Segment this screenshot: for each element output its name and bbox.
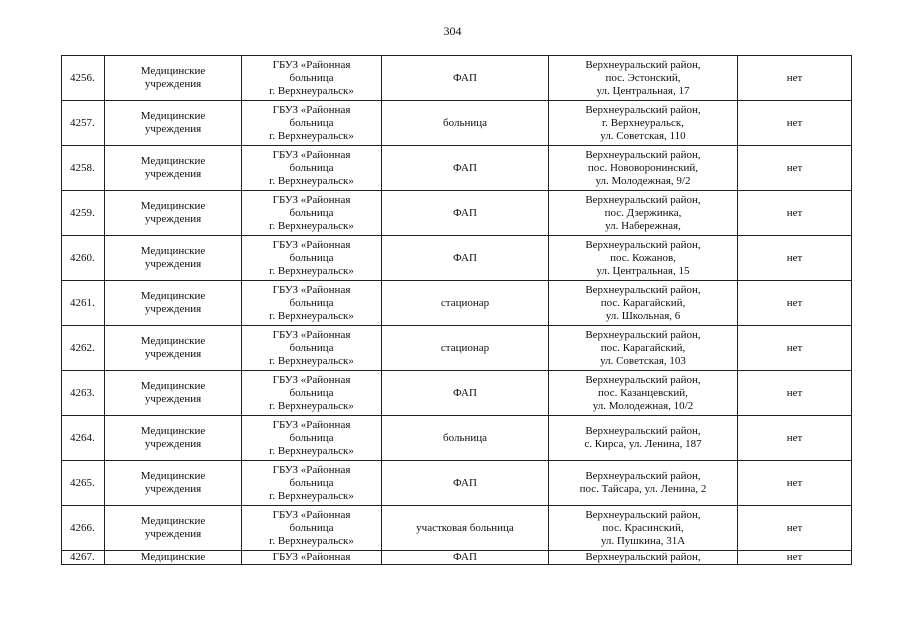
facility-type-cell: ФАП [382, 371, 549, 416]
category-line: Медицинские [140, 335, 206, 347]
organization-cell [242, 506, 382, 551]
address-line: ул. Советская, 103 [600, 354, 686, 367]
organization-line: больница [289, 116, 334, 129]
row-number: 4265. [62, 461, 105, 506]
address-cell [549, 506, 738, 551]
category-line: учреждения [144, 303, 202, 315]
organization-line: ГБУЗ «Районная [272, 463, 351, 476]
organization-line: больница [289, 431, 334, 444]
address-line: пос. Эстонский, [605, 71, 681, 84]
organization-line: больница [289, 296, 334, 309]
flag-cell: нет [738, 461, 852, 506]
flag-cell: нет [738, 371, 852, 416]
category-line: учреждения [144, 213, 202, 225]
flag-cell: нет [738, 236, 852, 281]
organization-line: ГБУЗ «Районная [272, 551, 351, 563]
table-row [62, 101, 852, 146]
table-row [62, 236, 852, 281]
facilities-table [61, 55, 852, 565]
organization-cell [242, 461, 382, 506]
address-line: пос. Тайсара, ул. Ленина, 2 [579, 483, 707, 495]
flag-cell: нет [738, 416, 852, 461]
organization-line: больница [289, 161, 334, 174]
organization-line: ГБУЗ «Районная [272, 193, 351, 206]
address-cell [549, 191, 738, 236]
organization-line: г. Верхнеуральск» [269, 84, 354, 97]
organization-line: ГБУЗ «Районная [272, 418, 351, 431]
category-line: Медицинские [140, 200, 206, 212]
category-line: Медицинские [140, 155, 206, 167]
organization-line: ГБУЗ «Районная [272, 148, 351, 161]
table-row [62, 461, 852, 506]
address-line: ул. Молодежная, 10/2 [592, 399, 694, 412]
facility-type-cell: участковая больница [382, 506, 549, 551]
table-row [62, 551, 852, 565]
facility-type-cell: ФАП [382, 56, 549, 101]
organization-line: ГБУЗ «Районная [272, 58, 351, 71]
organization-line: г. Верхнеуральск» [269, 534, 354, 547]
category-cell [105, 191, 242, 236]
address-line: ул. Центральная, 15 [596, 264, 690, 277]
organization-line: ГБУЗ «Районная [272, 373, 351, 386]
facility-type-cell: стационар [382, 326, 549, 371]
address-line: Верхнеуральский район, [585, 148, 701, 161]
organization-line: г. Верхнеуральск» [269, 489, 354, 502]
organization-cell [242, 191, 382, 236]
category-line: Медицинские [140, 425, 206, 437]
facility-type-cell: ФАП [382, 551, 549, 565]
facility-type-cell: ФАП [382, 191, 549, 236]
organization-line: г. Верхнеуральск» [269, 399, 354, 412]
table-row [62, 416, 852, 461]
address-line: ул. Школьная, 6 [605, 309, 681, 322]
address-line: Верхнеуральский район, [585, 58, 701, 71]
flag-cell: нет [738, 326, 852, 371]
category-line: учреждения [144, 393, 202, 405]
category-cell [105, 236, 242, 281]
category-line: учреждения [144, 258, 202, 270]
flag-cell: нет [738, 56, 852, 101]
category-cell [105, 551, 242, 565]
category-line: Медицинские [140, 551, 206, 563]
facility-type-cell: ФАП [382, 146, 549, 191]
row-number: 4257. [62, 101, 105, 146]
address-line: ул. Набережная, [605, 219, 681, 232]
address-line: Верхнеуральский район, [585, 103, 701, 116]
table-row [62, 326, 852, 371]
category-cell [105, 281, 242, 326]
category-line: Медицинские [140, 65, 206, 77]
organization-cell [242, 236, 382, 281]
row-number: 4259. [62, 191, 105, 236]
table-row [62, 146, 852, 191]
address-line: ул. Молодежная, 9/2 [595, 174, 691, 187]
category-line: учреждения [144, 123, 202, 135]
organization-line: больница [289, 341, 334, 354]
address-line: г. Верхнеуральск, [602, 116, 684, 129]
flag-cell: нет [738, 101, 852, 146]
organization-line: г. Верхнеуральск» [269, 354, 354, 367]
organization-line: ГБУЗ «Районная [272, 103, 351, 116]
address-cell [549, 236, 738, 281]
row-number: 4267. [62, 551, 105, 565]
category-cell [105, 56, 242, 101]
facility-type-cell: ФАП [382, 461, 549, 506]
category-cell [105, 326, 242, 371]
row-number: 4263. [62, 371, 105, 416]
category-line: учреждения [144, 348, 202, 360]
page-number: 304 [443, 24, 462, 38]
address-cell [549, 551, 738, 565]
address-line: Верхнеуральский район, [585, 425, 701, 437]
organization-line: г. Верхнеуральск» [269, 309, 354, 322]
organization-line: г. Верхнеуральск» [269, 174, 354, 187]
category-line: Медицинские [140, 470, 206, 482]
organization-line: ГБУЗ «Районная [272, 238, 351, 251]
address-line: ул. Советская, 110 [600, 129, 686, 142]
category-line: Медицинские [140, 515, 206, 527]
address-line: Верхнеуральский район, [585, 238, 701, 251]
flag-cell: нет [738, 551, 852, 565]
address-cell [549, 461, 738, 506]
address-line: пос. Карагайский, [600, 296, 686, 309]
organization-cell [242, 146, 382, 191]
table-row [62, 56, 852, 101]
category-line: учреждения [144, 168, 202, 180]
organization-line: ГБУЗ «Районная [272, 283, 351, 296]
facility-type-cell: ФАП [382, 236, 549, 281]
organization-line: больница [289, 71, 334, 84]
address-line: Верхнеуральский район, [585, 508, 701, 521]
organization-cell [242, 371, 382, 416]
row-number: 4258. [62, 146, 105, 191]
address-line: Верхнеуральский район, [585, 373, 701, 386]
category-cell [105, 101, 242, 146]
row-number: 4266. [62, 506, 105, 551]
flag-cell: нет [738, 191, 852, 236]
address-line: пос. Красинский, [602, 521, 684, 534]
organization-line: г. Верхнеуральск» [269, 444, 354, 457]
organization-line: ГБУЗ «Районная [272, 328, 351, 341]
category-line: Медицинские [140, 380, 206, 392]
address-line: Верхнеуральский район, [585, 551, 701, 563]
organization-line: больница [289, 251, 334, 264]
organization-line: больница [289, 521, 334, 534]
address-line: пос. Нововоронинский, [587, 161, 699, 174]
table-row [62, 191, 852, 236]
organization-line: больница [289, 206, 334, 219]
row-number: 4264. [62, 416, 105, 461]
category-line: учреждения [144, 78, 202, 90]
address-cell [549, 416, 738, 461]
address-line: Верхнеуральский район, [585, 193, 701, 206]
facility-type-cell: стационар [382, 281, 549, 326]
organization-cell [242, 326, 382, 371]
address-line: ул. Пушкина, 31А [600, 534, 686, 547]
organization-line: г. Верхнеуральск» [269, 219, 354, 232]
flag-cell: нет [738, 506, 852, 551]
address-line: Верхнеуральский район, [585, 283, 701, 296]
table-row [62, 371, 852, 416]
address-cell [549, 56, 738, 101]
address-cell [549, 101, 738, 146]
flag-cell: нет [738, 146, 852, 191]
category-cell [105, 461, 242, 506]
organization-cell [242, 551, 382, 565]
flag-cell: нет [738, 281, 852, 326]
category-line: учреждения [144, 528, 202, 540]
organization-cell [242, 101, 382, 146]
row-number: 4256. [62, 56, 105, 101]
address-cell [549, 146, 738, 191]
address-cell [549, 371, 738, 416]
address-line: пос. Кожанов, [610, 251, 676, 264]
address-line: пос. Казанцевский, [598, 386, 688, 399]
category-cell [105, 146, 242, 191]
table-row [62, 281, 852, 326]
address-line: пос. Дзержинка, [604, 206, 682, 219]
facility-type-cell: больница [382, 416, 549, 461]
address-line: пос. Карагайский, [600, 341, 686, 354]
organization-line: больница [289, 476, 334, 489]
category-line: Медицинские [140, 245, 206, 257]
address-line: ул. Центральная, 17 [596, 84, 690, 97]
organization-cell [242, 416, 382, 461]
address-cell [549, 281, 738, 326]
organization-cell [242, 281, 382, 326]
category-cell [105, 506, 242, 551]
category-cell [105, 371, 242, 416]
address-line: с. Кирса, ул. Ленина, 187 [584, 438, 702, 450]
table-row [62, 506, 852, 551]
address-cell [549, 326, 738, 371]
row-number: 4262. [62, 326, 105, 371]
category-line: учреждения [144, 483, 202, 495]
organization-line: ГБУЗ «Районная [272, 508, 351, 521]
category-cell [105, 416, 242, 461]
organization-cell [242, 56, 382, 101]
organization-line: г. Верхнеуральск» [269, 129, 354, 142]
address-line: Верхнеуральский район, [585, 328, 701, 341]
category-line: Медицинские [140, 110, 206, 122]
category-line: учреждения [144, 438, 202, 450]
address-line: Верхнеуральский район, [585, 470, 701, 482]
organization-line: больница [289, 386, 334, 399]
row-number: 4261. [62, 281, 105, 326]
table-body [62, 56, 852, 565]
category-line: Медицинские [140, 290, 206, 302]
row-number: 4260. [62, 236, 105, 281]
organization-line: г. Верхнеуральск» [269, 264, 354, 277]
facility-type-cell: больница [382, 101, 549, 146]
